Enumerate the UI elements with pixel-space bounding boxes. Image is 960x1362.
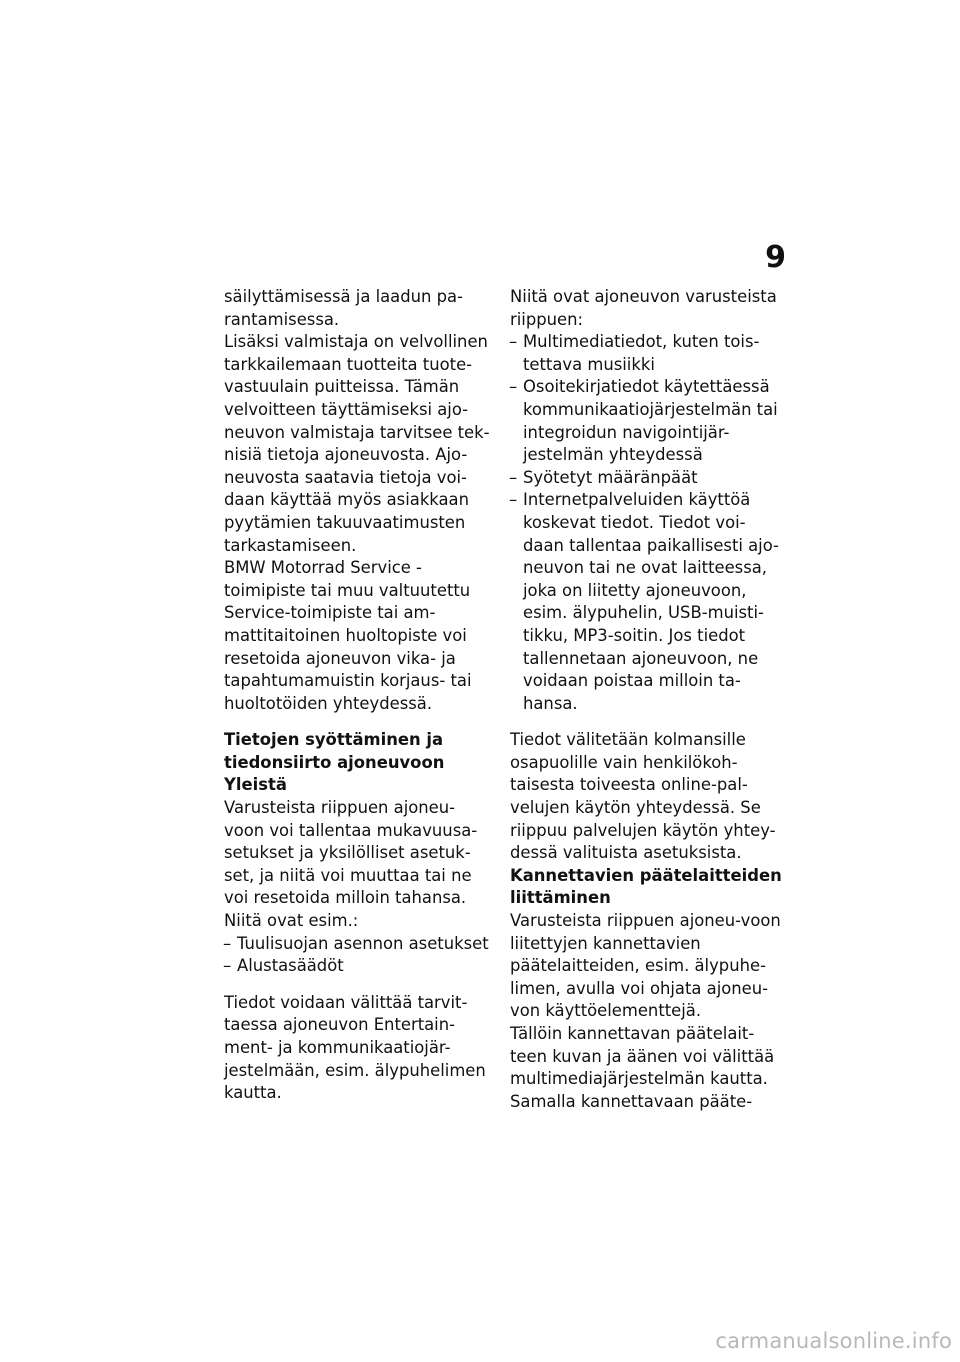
list-item [510, 331, 786, 376]
list-item-text: Alustasäädöt [237, 956, 344, 976]
subsection-heading-general: Yleistä [224, 775, 287, 795]
list-dash-icon: – [223, 933, 232, 953]
list-item [510, 376, 786, 466]
left-paragraph-4: Varusteista riippuen ajoneu-voon voi tallentaa mukavuusa-setukset ja yksilölliset asetuk-set, ja niitä voi muuttaa tai ne voi resetoida milloin tahansa. [224, 798, 478, 908]
right-bullet-list [510, 331, 786, 715]
left-paragraph-3: BMW Motorrad Service -toimipiste tai muu valtuutettu Service-toimipiste tai am-mattitaitoinen huoltopiste voi resetoida ajoneuvon vika- ja tapahtumamuistin korjaus- tai huoltotöiden yhteydessä. [224, 558, 472, 713]
list-item-text: Syötetyt määränpäät [523, 467, 698, 487]
list-dash-icon: – [509, 377, 518, 397]
list-item-text: Tuulisuojan asennon asetukset [237, 933, 489, 953]
left-paragraph-1: säilyttämisessä ja laadun pa-rantamisessa. [224, 287, 463, 329]
list-dash-icon: – [509, 467, 518, 487]
right-paragraph-4: Tällöin kannettavan päätelait-teen kuvan ja äänen voi välittää multimediajärjestelmän kautta. Samalla kannettavaan pääte- [510, 1024, 775, 1111]
right-column [510, 286, 786, 1113]
left-bullet-list [224, 933, 494, 978]
list-item [224, 955, 494, 978]
watermark-text: carmanualsonline.info [715, 1329, 952, 1353]
list-dash-icon: – [509, 332, 518, 352]
right-paragraph-2: Tiedot välitetään kolmansille osapuolille vain henkilökoh-taisesta toiveesta online-pal-velujen käytön yhteydessä. Se riippuu palvelujen käytön yhtey-dessä valituista asetuksista. [510, 730, 776, 863]
left-paragraph-6: Tiedot voidaan välittää tarvit-taessa ajoneuvon Entertain-ment- ja kommunikaatiojär-jestelmään, esim. älypuhelimen kautta. [224, 992, 486, 1103]
page-number: 9 [765, 240, 786, 275]
right-paragraph-1: Niitä ovat ajoneuvon varusteista riippuen: [510, 287, 777, 329]
list-item [510, 467, 786, 490]
list-dash-icon: – [509, 490, 518, 510]
list-item [224, 933, 494, 956]
list-item [510, 489, 786, 715]
list-dash-icon: – [223, 956, 232, 976]
list-item-text: Multimediatiedot, kuten tois-tettava musiikki [523, 332, 760, 374]
list-item-text: Osoitekirjatiedot käytettäessä kommunikaatiojärjestelmän tai integroidun navigointijär-jestelmän yhteydessä [523, 377, 778, 465]
right-paragraph-3: Varusteista riippuen ajoneu-voon liitettyjen kannettavien päätelaitteiden, esim. älypuhe-limen, avulla voi ohjata ajoneu-von käyttöelementtejä. [510, 911, 781, 1021]
section-heading-data-entry: Tietojen syöttäminen ja tiedonsiirto ajoneuvoon [224, 730, 445, 772]
section-heading-portable-devices: Kannettavien päätelaitteiden liittäminen [510, 865, 782, 908]
left-column [224, 286, 494, 1105]
left-paragraph-2: Lisäksi valmistaja on velvollinen tarkkailemaan tuotteita tuote-vastuulain puitteissa. Tämän velvoitteen täyttämiseksi ajo-neuvon valmistaja tarvitsee tek-nisiä tietoja ajoneuvosta. Ajo-neuvosta saatavia tietoja voi-daan käyttää myös asiakkaan pyytämien takuuvaatimusten tarkastamiseen. [224, 332, 490, 555]
list-item-text: Internetpalveluiden käyttöä koskevat tiedot. Tiedot voi-daan tallentaa paikallisesti ajo-neuvon tai ne ovat laitteessa, joka on liitetty ajoneuvoon, esim. älypuhelin, USB-muisti-tikku, MP3-soitin. Jos tiedot tallennetaan ajoneuvoon, ne voidaan poistaa milloin ta-hansa. [523, 490, 779, 713]
left-paragraph-5: Niitä ovat esim.: [224, 911, 359, 931]
